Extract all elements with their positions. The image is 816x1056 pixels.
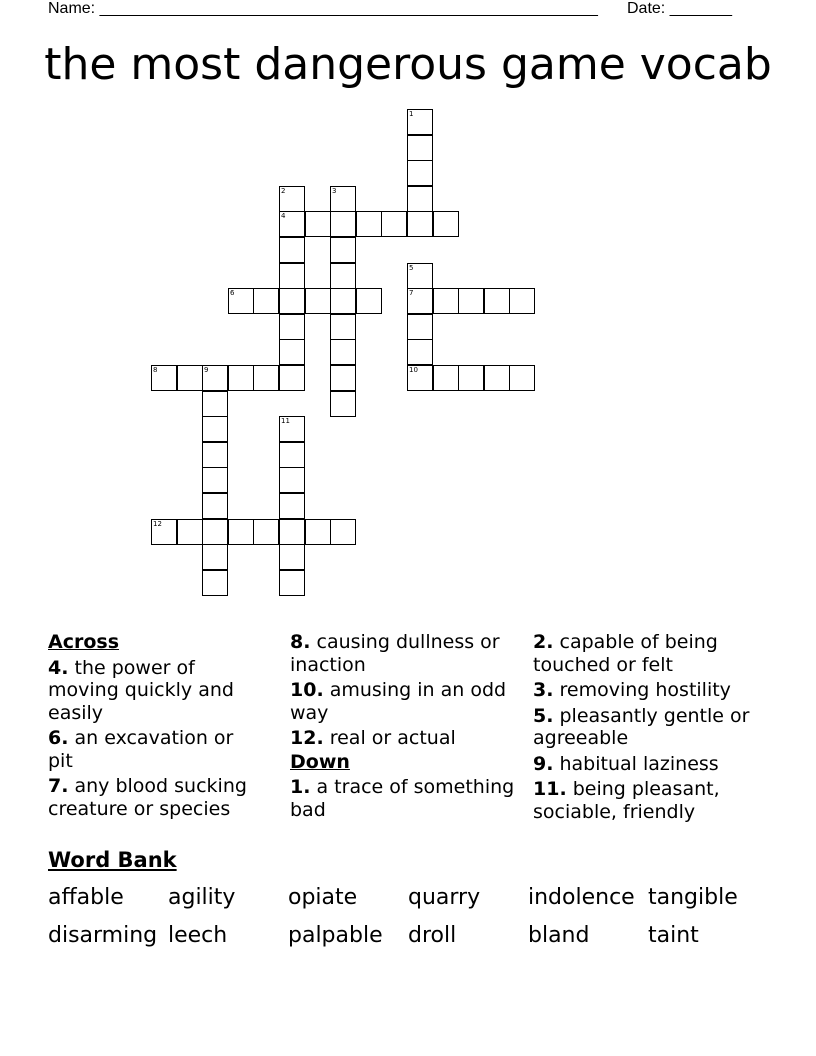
clue-number-label: 8 xyxy=(153,366,158,374)
crossword-cell[interactable] xyxy=(279,211,305,237)
crossword-cell[interactable] xyxy=(202,493,228,519)
crossword-cell[interactable] xyxy=(202,391,228,417)
clue-number: 9. xyxy=(533,752,554,775)
word-bank-word: affable xyxy=(48,885,124,910)
crossword-cell[interactable] xyxy=(202,442,228,468)
crossword-cell[interactable] xyxy=(407,211,433,237)
clue-number: 7. xyxy=(48,775,69,797)
clue-down-2 xyxy=(533,631,765,676)
crossword-cell[interactable] xyxy=(407,365,433,391)
crossword-cell[interactable] xyxy=(279,467,305,493)
crossword-cell[interactable] xyxy=(279,442,305,468)
clue-number: 12. xyxy=(290,727,324,749)
crossword-cell[interactable] xyxy=(458,365,484,391)
clue-across-6 xyxy=(48,727,263,772)
clue-across-10 xyxy=(290,679,522,724)
crossword-cell[interactable] xyxy=(177,519,203,545)
clue-down-9 xyxy=(533,753,765,776)
crossword-cell[interactable] xyxy=(330,263,356,289)
clue-number-label: 4 xyxy=(281,212,286,220)
crossword-cell[interactable] xyxy=(228,519,254,545)
clue-text: a trace of something bad xyxy=(290,776,515,821)
clues-column-1 xyxy=(48,631,263,820)
clue-text: any blood sucking creature or species xyxy=(48,775,247,820)
crossword-cell[interactable] xyxy=(407,263,433,289)
word-bank-word: bland xyxy=(528,923,590,948)
crossword-cell[interactable] xyxy=(484,365,510,391)
crossword-cell[interactable] xyxy=(177,365,203,391)
word-bank-word: indolence xyxy=(528,885,635,910)
clue-text: capable of being touched or felt xyxy=(533,631,718,676)
crossword-cell[interactable] xyxy=(407,339,433,365)
clue-number-label: 7 xyxy=(409,289,414,297)
crossword-cell[interactable] xyxy=(253,519,279,545)
clue-across-8 xyxy=(290,631,522,676)
crossword-cell[interactable] xyxy=(202,467,228,493)
crossword-cell[interactable] xyxy=(228,288,254,314)
clue-number-label: 2 xyxy=(281,187,286,195)
clue-text: removing hostility xyxy=(559,679,731,701)
word-bank-word: palpable xyxy=(288,923,383,948)
clue-number: 2. xyxy=(533,631,554,653)
name-field-label: Name: ________________________________________________________ xyxy=(48,0,598,17)
crossword-cell[interactable] xyxy=(279,519,305,545)
crossword-cell[interactable] xyxy=(151,519,177,545)
clue-number: 1. xyxy=(290,776,311,798)
crossword-cell[interactable] xyxy=(279,314,305,340)
clue-down-3 xyxy=(533,679,765,702)
crossword-cell[interactable] xyxy=(279,365,305,391)
clue-number: 3. xyxy=(533,679,554,701)
crossword-cell[interactable] xyxy=(509,365,535,391)
word-bank-word: tangible xyxy=(648,885,738,910)
word-bank-word: opiate xyxy=(288,885,358,910)
crossword-cell[interactable] xyxy=(330,211,356,237)
crossword-cell[interactable] xyxy=(381,211,407,237)
clue-number-label: 3 xyxy=(332,187,337,195)
crossword-cell[interactable] xyxy=(407,186,433,212)
crossword-cell[interactable] xyxy=(407,109,433,135)
word-bank-word: taint xyxy=(648,923,699,948)
header-line xyxy=(48,0,748,20)
crossword-cell[interactable] xyxy=(305,288,331,314)
crossword-cell[interactable] xyxy=(202,416,228,442)
clue-number-label: 9 xyxy=(204,366,209,374)
crossword-cell[interactable] xyxy=(202,544,228,570)
clue-text: the power of moving quickly and easily xyxy=(48,656,234,724)
crossword-cell[interactable] xyxy=(407,135,433,161)
clue-number-label: 1 xyxy=(409,110,414,118)
crossword-cell[interactable] xyxy=(279,263,305,289)
clue-down-5 xyxy=(533,705,765,750)
crossword-cell[interactable] xyxy=(305,211,331,237)
word-bank-word: agility xyxy=(168,885,236,910)
crossword-cell[interactable] xyxy=(407,314,433,340)
crossword-cell[interactable] xyxy=(279,570,305,596)
clue-across-7 xyxy=(48,775,263,820)
crossword-cell[interactable] xyxy=(279,237,305,263)
clue-across-12 xyxy=(290,727,522,750)
crossword-cell[interactable] xyxy=(484,288,510,314)
crossword-cell[interactable] xyxy=(356,288,382,314)
crossword-cell[interactable] xyxy=(305,519,331,545)
crossword-cell[interactable] xyxy=(433,365,459,391)
crossword-cell[interactable] xyxy=(279,544,305,570)
crossword-cell[interactable] xyxy=(433,211,459,237)
clue-number-label: 10 xyxy=(409,366,418,374)
clue-number-label: 11 xyxy=(281,417,290,425)
crossword-cell[interactable] xyxy=(279,493,305,519)
clues-column-3 xyxy=(533,631,765,823)
crossword-cell[interactable] xyxy=(330,314,356,340)
crossword-cell[interactable] xyxy=(279,339,305,365)
crossword-cell[interactable] xyxy=(228,365,254,391)
clue-text: real or actual xyxy=(329,727,456,749)
clue-number: 5. xyxy=(533,704,554,727)
clue-across-4 xyxy=(48,657,263,725)
across-heading: Across xyxy=(48,631,120,653)
down-heading: Down xyxy=(290,750,350,773)
clues-column-2 xyxy=(290,631,522,821)
clue-down-1 xyxy=(290,776,522,821)
clue-text: being pleasant, sociable, friendly xyxy=(533,778,720,823)
clue-number: 8. xyxy=(290,631,311,653)
crossword-cell[interactable] xyxy=(330,365,356,391)
clue-text: causing dullness or inaction xyxy=(290,631,500,676)
crossword-cell[interactable] xyxy=(253,288,279,314)
clue-number: 10. xyxy=(290,679,324,701)
crossword-cell[interactable] xyxy=(407,288,433,314)
clue-text: pleasantly gentle or agreeable xyxy=(533,704,750,749)
crossword-cell[interactable] xyxy=(253,365,279,391)
page-title: the most dangerous game vocab xyxy=(44,39,772,90)
word-bank-heading: Word Bank xyxy=(48,848,177,872)
clue-number-label: 5 xyxy=(409,264,414,272)
clue-text: habitual laziness xyxy=(559,752,719,775)
clue-number-label: 6 xyxy=(230,289,235,297)
crossword-cell[interactable] xyxy=(330,519,356,545)
crossword-cell[interactable] xyxy=(279,288,305,314)
crossword-cell[interactable] xyxy=(330,237,356,263)
date-field-label: Date: _______ xyxy=(627,0,732,17)
clue-number: 6. xyxy=(48,727,69,749)
crossword-cell[interactable] xyxy=(330,186,356,212)
clue-text: amusing in an odd way xyxy=(290,679,507,724)
word-bank-word: quarry xyxy=(408,885,481,910)
crossword-cell[interactable] xyxy=(279,416,305,442)
crossword-cell[interactable] xyxy=(202,365,228,391)
clue-number: 4. xyxy=(48,656,69,679)
crossword-cell[interactable] xyxy=(330,288,356,314)
word-bank-word: leech xyxy=(168,923,228,948)
clue-down-11 xyxy=(533,778,765,823)
crossword-cell[interactable] xyxy=(151,365,177,391)
crossword-cell[interactable] xyxy=(202,519,228,545)
crossword-cell[interactable] xyxy=(330,339,356,365)
clue-text: an excavation or pit xyxy=(48,727,234,772)
crossword-cell[interactable] xyxy=(407,160,433,186)
crossword-cell[interactable] xyxy=(433,288,459,314)
word-bank-word: droll xyxy=(408,923,457,948)
crossword-cell[interactable] xyxy=(509,288,535,314)
clue-number-label: 12 xyxy=(153,520,162,528)
crossword-cell[interactable] xyxy=(202,570,228,596)
crossword-cell[interactable] xyxy=(356,211,382,237)
clue-number: 11. xyxy=(533,778,567,800)
word-bank-word: disarming xyxy=(48,923,158,948)
crossword-cell[interactable] xyxy=(279,186,305,212)
crossword-cell[interactable] xyxy=(458,288,484,314)
crossword-cell[interactable] xyxy=(330,391,356,417)
